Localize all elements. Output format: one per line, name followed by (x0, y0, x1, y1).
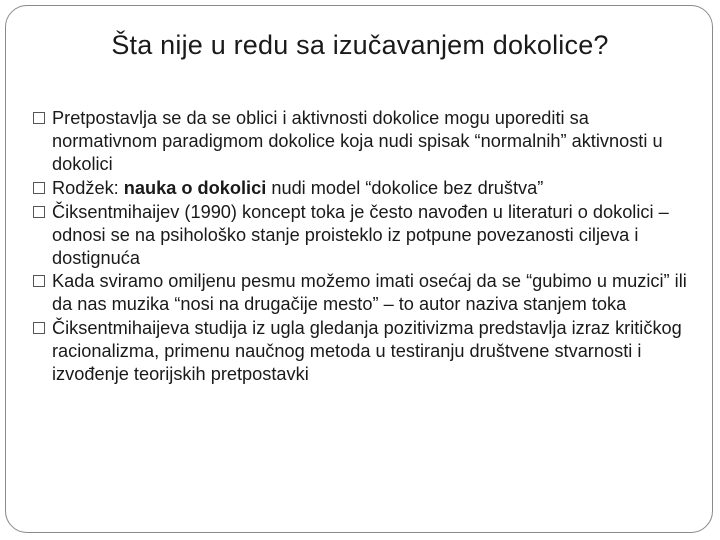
bullet-text (52, 178, 543, 198)
slide-title: Šta nije u redu sa izučavanjem dokolice? (111, 30, 609, 60)
bullet-text-segment: Kada sviramo omiljenu pesmu možemo imati osećaj da se “gubimo u muzici” ili da nas muzika “nosi na drugačije mesto” – to autor naziva stanjem toka (52, 271, 687, 315)
square-bullet-icon (33, 206, 45, 218)
square-bullet-icon (33, 322, 45, 334)
bullet-text-segment: Čiksentmihaijev (1990) koncept toka je često navođen u literaturi o dokolici – odnosi se na psihološko stanje proisteklo iz potpune povezanosti ciljeva i dostignuća (52, 201, 669, 268)
bullet-item (33, 270, 693, 316)
square-bullet-icon (33, 112, 45, 124)
bullet-text (52, 271, 687, 314)
bullet-text-bold: nauka o dokolici (123, 177, 267, 198)
bullet-text (52, 202, 669, 268)
bullet-text-segment: Rodžek: (52, 177, 124, 198)
square-bullet-icon (33, 275, 45, 287)
bullet-item (33, 107, 693, 176)
bullet-text-segment: Pretpostavlja se da se oblici i aktivnosti dokolice mogu uporediti sa normativnom paradigmom dokolice koja nudi spisak “normalnih” aktivnosti u dokolici (52, 108, 663, 174)
bullet-text-segment: nudi model “dokolice bez društva” (266, 177, 544, 198)
bullet-item (33, 317, 693, 386)
bullet-text (52, 108, 663, 174)
bullet-list (33, 107, 693, 387)
bullet-text-segment: Čiksentmihaijeva studija iz ugla gledanja pozitivizma predstavlja izraz kritičkog racionalizma, primenu naučnog metoda u testiranju društvene stvarnosti i izvođenje teorijskih pretpostavki (52, 318, 682, 385)
square-bullet-icon (33, 182, 45, 194)
bullet-item (33, 201, 693, 270)
bullet-text (52, 318, 682, 384)
bullet-item (33, 177, 693, 200)
